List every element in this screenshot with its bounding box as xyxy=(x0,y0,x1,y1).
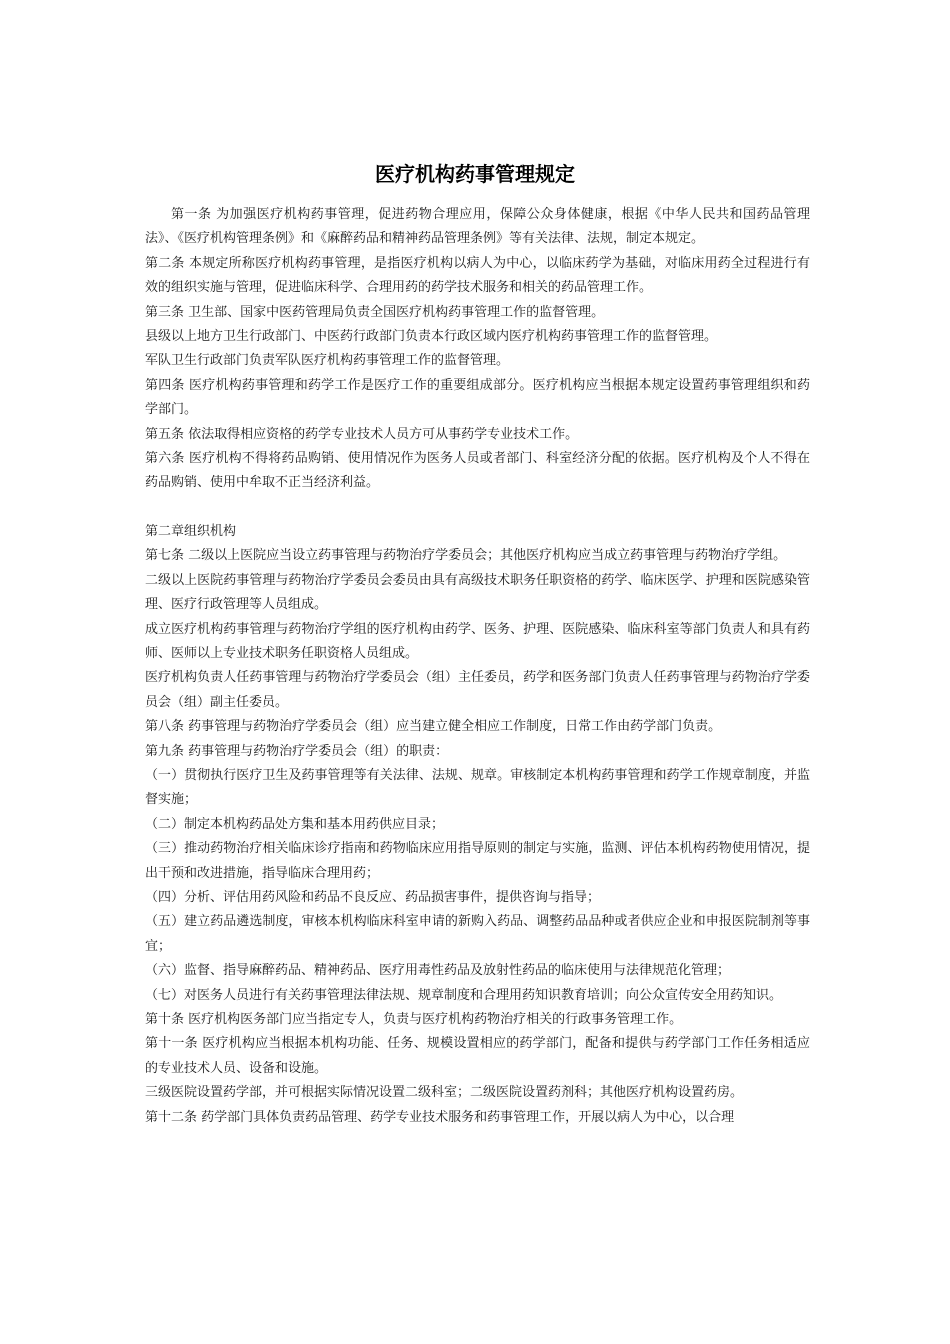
article-9-item-6: （六）监督、指导麻醉药品、精神药品、医疗用毒性药品及放射性药品的临床使用与法律规范化管理； xyxy=(145,963,731,979)
article-11-clause-levels: 三级医院设置药学部，并可根据实际情况设置二级科室；二级医院设置药剂科；其他医疗机构设置药房。 xyxy=(145,1085,744,1101)
article-9-item-2: （二）制定本机构药品处方集和基本用药供应目录； xyxy=(145,816,445,832)
chapter-2-heading: 第二章组织机构 xyxy=(145,523,237,539)
article-10: 第十条 医疗机构医务部门应当指定专人，负责与医疗机构药物治疗相关的行政事务管理工作。 xyxy=(145,1012,683,1027)
article-9-item-5: （五）建立药品遴选制度，审核本机构临床科室申请的新购入药品、调整药品品种或者供应企业和申报医院制剂等事宜； xyxy=(145,914,810,954)
article-9-item-7: （七）对医务人员进行有关药事管理法律法规、规章制度和合理用药知识教育培训；向公众宣传安全用药知识。 xyxy=(145,987,783,1003)
article-7-clause-chair: 医疗机构负责人任药事管理与药物治疗学委员会（组）主任委员，药学和医务部门负责人任药事管理与药物治疗学委员会（组）副主任委员。 xyxy=(145,670,810,710)
article-9-item-4: （四）分析、评估用药风险和药品不良反应、药品损害事件，提供咨询与指导； xyxy=(145,889,601,905)
article-2: 第二条 本规定所称医疗机构药事管理，是指医疗机构以病人为中心，以临床药学为基础，对临床用药全过程进行有效的组织实施与管理，促进临床科学、合理用药的药学技术服务和相关的药品管理工作。 xyxy=(145,255,810,296)
article-9-item-1: （一）贯彻执行医疗卫生及药事管理等有关法律、法规、规章。审核制定本机构药事管理和药学工作规章制度，并监督实施； xyxy=(145,767,810,808)
article-7-clause-group: 成立医疗机构药事管理与药物治疗学组的医疗机构由药学、医务、护理、医院感染、临床科室等部门负责人和具有药师、医师以上专业技术职务任职资格人员组成。 xyxy=(145,621,810,661)
article-1: 第一条 为加强医疗机构药事管理，促进药物合理应用，保障公众身体健康，根据《中华人民共和国药品管理法》、《医疗机构管理条例》和《麻醉药品和精神药品管理条例》等有关法律、法规，制定本规定。 xyxy=(145,207,810,247)
document-title: 医疗机构药事管理规定 xyxy=(375,162,575,186)
article-8: 第八条 药事管理与药物治疗学委员会（组）应当建立健全相应工作制度，日常工作由药学部门负责。 xyxy=(145,719,722,735)
article-3-clause-county: 县级以上地方卫生行政部门、中医药行政部门负责本行政区域内医疗机构药事管理工作的监督管理。 xyxy=(145,329,718,345)
article-3-clause-military: 军队卫生行政部门负责军队医疗机构药事管理工作的监督管理。 xyxy=(145,353,510,369)
article-11: 第十一条 医疗机构应当根据本机构功能、任务、规模设置相应的药学部门，配备和提供与药学部门工作任务相适应的专业技术人员、设备和设施。 xyxy=(145,1036,810,1076)
article-6: 第六条 医疗机构不得将药品购销、使用情况作为医务人员或者部门、科室经济分配的依据。医疗机构及个人不得在药品购销、使用中牟取不正当经济利益。 xyxy=(145,451,810,491)
article-9-item-3: （三）推动药物治疗相关临床诊疗指南和药物临床应用指导原则的制定与实施，监测、评估本机构药物使用情况，提出干预和改进措施，指导临床合理用药； xyxy=(145,841,810,881)
article-9: 第九条 药事管理与药物治疗学委员会（组）的职责： xyxy=(145,743,449,759)
article-7: 第七条 二级以上医院应当设立药事管理与药物治疗学委员会；其他医疗机构应当成立药事管理与药物治疗学组。 xyxy=(145,548,787,564)
article-4: 第四条 医疗机构药事管理和药学工作是医疗工作的重要组成部分。医疗机构应当根据本规定设置药事管理组织和药学部门。 xyxy=(145,377,810,418)
article-5: 第五条 依法取得相应资格的药学专业技术人员方可从事药学专业技术工作。 xyxy=(145,426,579,442)
article-7-clause-members: 二级以上医院药事管理与药物治疗学委员会委员由具有高级技术职务任职资格的药学、临床医学、护理和医院感染管理、医疗行政管理等人员组成。 xyxy=(145,572,810,613)
article-12: 第十二条 药学部门具体负责药品管理、药学专业技术服务和药事管理工作，开展以病人为中心，以合理 xyxy=(145,1109,735,1125)
article-3: 第三条 卫生部、国家中医药管理局负责全国医疗机构药事管理工作的监督管理。 xyxy=(145,304,605,320)
document-body xyxy=(145,203,810,1130)
